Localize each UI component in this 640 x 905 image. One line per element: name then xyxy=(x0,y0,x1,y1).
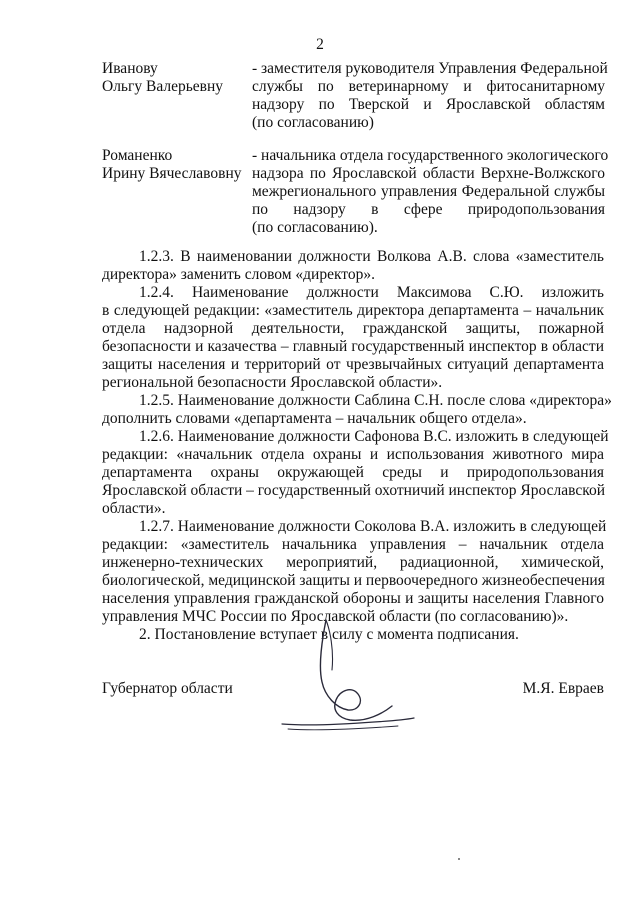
name-line: Романенко xyxy=(102,147,173,164)
body-line: 1.2.7. Наименование должности Соколова В.А. изложить в следующей xyxy=(139,518,607,535)
name-line: Ольгу Валерьевну xyxy=(102,78,224,95)
body-line: 1.2.5. Наименование должности Саблина С.Н. после слова «директора» xyxy=(139,392,612,409)
body-line: директора» заменить словом «директор». xyxy=(102,266,376,283)
body-line: Ярославской области – государственный охотничий инспектор Ярославской xyxy=(102,482,606,499)
body-line: области». xyxy=(102,500,166,517)
signature-block xyxy=(102,680,604,700)
body-line: отдела надзорной деятельности, гражданской защиты, пожарной xyxy=(102,320,604,337)
appointee-name xyxy=(102,147,252,183)
body-line: инженерно-технических мероприятий, радиационной, химической, xyxy=(102,554,604,571)
body-line: департамента охраны окружающей среды и природопользования xyxy=(102,464,604,481)
body-line: управления МЧС России по Ярославской области (по согласованию)». xyxy=(102,608,569,625)
scan-speck xyxy=(458,858,460,860)
signer-name: М.Я. Евраев xyxy=(522,680,604,697)
body-line: населения управления гражданской обороны и защиты населения Главного xyxy=(102,590,604,607)
body-line: 1.2.6. Наименование должности Сафонова В.С. изложить в следующей xyxy=(139,428,609,445)
signer-title: Губернатор области xyxy=(102,680,233,697)
body-line: региональной безопасности Ярославской области». xyxy=(102,374,443,391)
name-line: Ирину Вячеславовну xyxy=(102,165,242,182)
body-line: в следующей редакции: «заместитель директора департамента – начальник xyxy=(102,302,604,319)
resolution-body xyxy=(102,248,612,644)
appointee-position xyxy=(252,60,608,132)
position-line: межрегионального управления Федеральной службы xyxy=(252,183,605,200)
position-line: надзора по Ярославской области Верхне-Волжского xyxy=(252,165,605,182)
position-line: (по согласованию) xyxy=(252,114,374,131)
page-number: 2 xyxy=(316,36,324,53)
position-line: надзору по Тверской и Ярославской областям xyxy=(252,96,605,113)
appointee-position xyxy=(252,147,609,237)
body-line: 1.2.4. Наименование должности Максимова С.Ю. изложить xyxy=(139,284,604,301)
appointee-name xyxy=(102,60,252,96)
position-line: службы по ветеринарному и фитосанитарному xyxy=(252,78,605,95)
body-line: безопасности и казачества – главный государственный инспектор в области xyxy=(102,338,604,355)
handwritten-signature xyxy=(278,610,418,740)
body-line: дополнить словами «департамента – начальник общего отдела». xyxy=(102,410,527,427)
body-line: редакции: «начальник отдела охраны и использования животного мира xyxy=(102,446,604,463)
body-line: редакции: «заместитель начальника управления – начальник отдела xyxy=(102,536,604,553)
position-line: - начальника отдела государственного экологического xyxy=(252,147,609,164)
position-line: (по согласованию). xyxy=(252,219,378,236)
position-line: - заместителя руководителя Управления Федеральной xyxy=(252,60,608,77)
body-line: 1.2.3. В наименовании должности Волкова А.В. слова «заместитель xyxy=(139,248,604,265)
body-line: биологической, медицинской защиты и первоочередного жизнеобеспечения xyxy=(102,572,605,589)
body-line: 2. Постановление вступает в силу с момента подписания. xyxy=(139,626,519,643)
position-line: по надзору в сфере природопользования xyxy=(252,201,605,218)
name-line: Иванову xyxy=(102,60,158,77)
body-line: защиты населения и территорий от чрезвычайных ситуаций департамента xyxy=(102,356,604,373)
